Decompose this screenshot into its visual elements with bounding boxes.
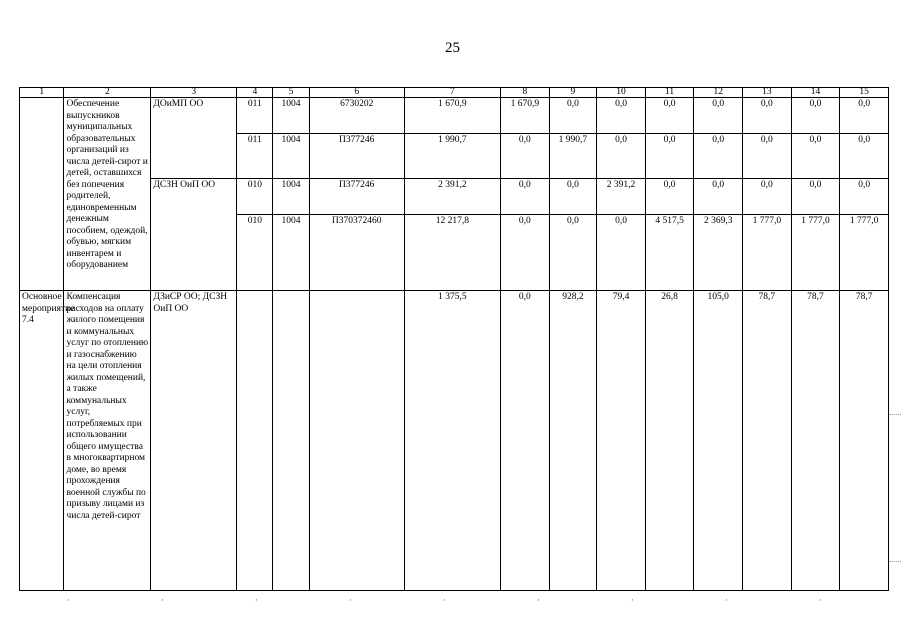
column-header: 4 <box>237 88 273 98</box>
code-cell: П377246 <box>309 134 404 179</box>
code-cell: П370372460 <box>309 215 404 291</box>
value-cell: 0,0 <box>597 134 646 179</box>
value-cell: 1 777,0 <box>743 215 792 291</box>
code-cell: 010 <box>237 215 273 291</box>
executor-cell: ДСЗН ОиП ОО <box>151 179 237 291</box>
value-cell: 78,7 <box>743 291 792 591</box>
value-cell: 0,0 <box>501 291 550 591</box>
value-cell: 0,0 <box>694 179 743 215</box>
value-cell: 928,2 <box>549 291 597 591</box>
code-cell: П377246 <box>309 179 404 215</box>
value-cell: 0,0 <box>549 215 597 291</box>
value-cell: 105,0 <box>694 291 743 591</box>
measure-name-cell: Компенсация расходов на оплату жилого помещения и коммунальных услуг по отоплению и газоснабжению на цели отопления жилых помещений, а также коммунальных услуг, потребляемых при использовании общего имущества в многоквартирном доме, во время прохождения военной службы по призыву лицами из числа детей-сирот <box>64 291 151 591</box>
column-header: 3 <box>151 88 237 98</box>
value-cell: 0,0 <box>549 98 597 134</box>
value-cell: 0,0 <box>645 98 694 134</box>
code-cell: 1004 <box>273 98 309 134</box>
value-cell: 2 391,2 <box>404 179 500 215</box>
column-header: 14 <box>791 88 840 98</box>
value-cell: 2 369,3 <box>694 215 743 291</box>
value-cell: 0,0 <box>597 98 646 134</box>
value-cell: 26,8 <box>645 291 694 591</box>
value-cell: 1 375,5 <box>404 291 500 591</box>
executor-cell: ДОиМП ОО <box>151 98 237 179</box>
value-cell: 0,0 <box>694 98 743 134</box>
value-cell: 0,0 <box>501 179 550 215</box>
code-cell: 010 <box>237 179 273 215</box>
table-row <box>20 291 889 591</box>
value-cell: 0,0 <box>743 98 792 134</box>
value-cell: 0,0 <box>791 179 840 215</box>
budget-table <box>19 87 889 591</box>
code-cell: 011 <box>237 98 273 134</box>
value-cell: 1 990,7 <box>549 134 597 179</box>
code-cell <box>309 291 404 591</box>
column-header: 9 <box>549 88 597 98</box>
code-cell: 6730202 <box>309 98 404 134</box>
column-header: 11 <box>645 88 694 98</box>
measure-code-cell <box>20 98 64 291</box>
code-cell <box>273 291 309 591</box>
value-cell: 1 670,9 <box>404 98 500 134</box>
value-cell: 78,7 <box>791 291 840 591</box>
value-cell: 2 391,2 <box>597 179 646 215</box>
scan-artifacts: ¸ ¸ ¸ ¸ ¸ ¸ ¸ ¸ ¸ <box>67 592 822 601</box>
value-cell: 0,0 <box>597 215 646 291</box>
measure-code-cell: Основное мероприятие 7.4 <box>20 291 64 591</box>
column-header: 15 <box>840 88 889 98</box>
value-cell: 0,0 <box>645 134 694 179</box>
value-cell: 0,0 <box>645 179 694 215</box>
table-header-row <box>20 88 889 98</box>
value-cell: 1 777,0 <box>840 215 889 291</box>
value-cell: 4 517,5 <box>645 215 694 291</box>
column-header: 13 <box>743 88 792 98</box>
code-cell: 1004 <box>273 179 309 215</box>
column-header: 10 <box>597 88 646 98</box>
value-cell: 1 990,7 <box>404 134 500 179</box>
column-header: 5 <box>273 88 309 98</box>
column-header: 1 <box>20 88 64 98</box>
value-cell: 0,0 <box>694 134 743 179</box>
code-cell: 1004 <box>273 134 309 179</box>
column-header: 2 <box>64 88 151 98</box>
value-cell: 79,4 <box>597 291 646 591</box>
value-cell: 0,0 <box>501 215 550 291</box>
column-header: 12 <box>694 88 743 98</box>
value-cell: 12 217,8 <box>404 215 500 291</box>
value-cell: 0,0 <box>840 179 889 215</box>
value-cell: 0,0 <box>791 134 840 179</box>
value-cell: 1 777,0 <box>791 215 840 291</box>
value-cell: 0,0 <box>791 98 840 134</box>
code-cell <box>237 291 273 591</box>
value-cell: 0,0 <box>743 179 792 215</box>
value-cell: 0,0 <box>549 179 597 215</box>
executor-cell: ДЗиСР ОО; ДСЗН ОиП ОО <box>151 291 237 591</box>
code-cell: 011 <box>237 134 273 179</box>
value-cell: 0,0 <box>840 98 889 134</box>
column-header: 7 <box>404 88 500 98</box>
value-cell: 0,0 <box>501 134 550 179</box>
measure-name-cell: Обеспечение выпускников муниципальных образовательных организаций из числа детей-сирот и детей, оставшихся без попечения родителей, единовременным денежным пособием, одеждой, обувью, мягким инвентарем и оборудованием <box>64 98 151 291</box>
value-cell: 0,0 <box>840 134 889 179</box>
table-row <box>20 98 889 134</box>
value-cell: 0,0 <box>743 134 792 179</box>
scan-mark <box>889 561 901 562</box>
value-cell: 1 670,9 <box>501 98 550 134</box>
value-cell: 78,7 <box>840 291 889 591</box>
column-header: 6 <box>309 88 404 98</box>
page-number: 25 <box>445 40 460 56</box>
scan-mark <box>889 414 901 415</box>
code-cell: 1004 <box>273 215 309 291</box>
column-header: 8 <box>501 88 550 98</box>
